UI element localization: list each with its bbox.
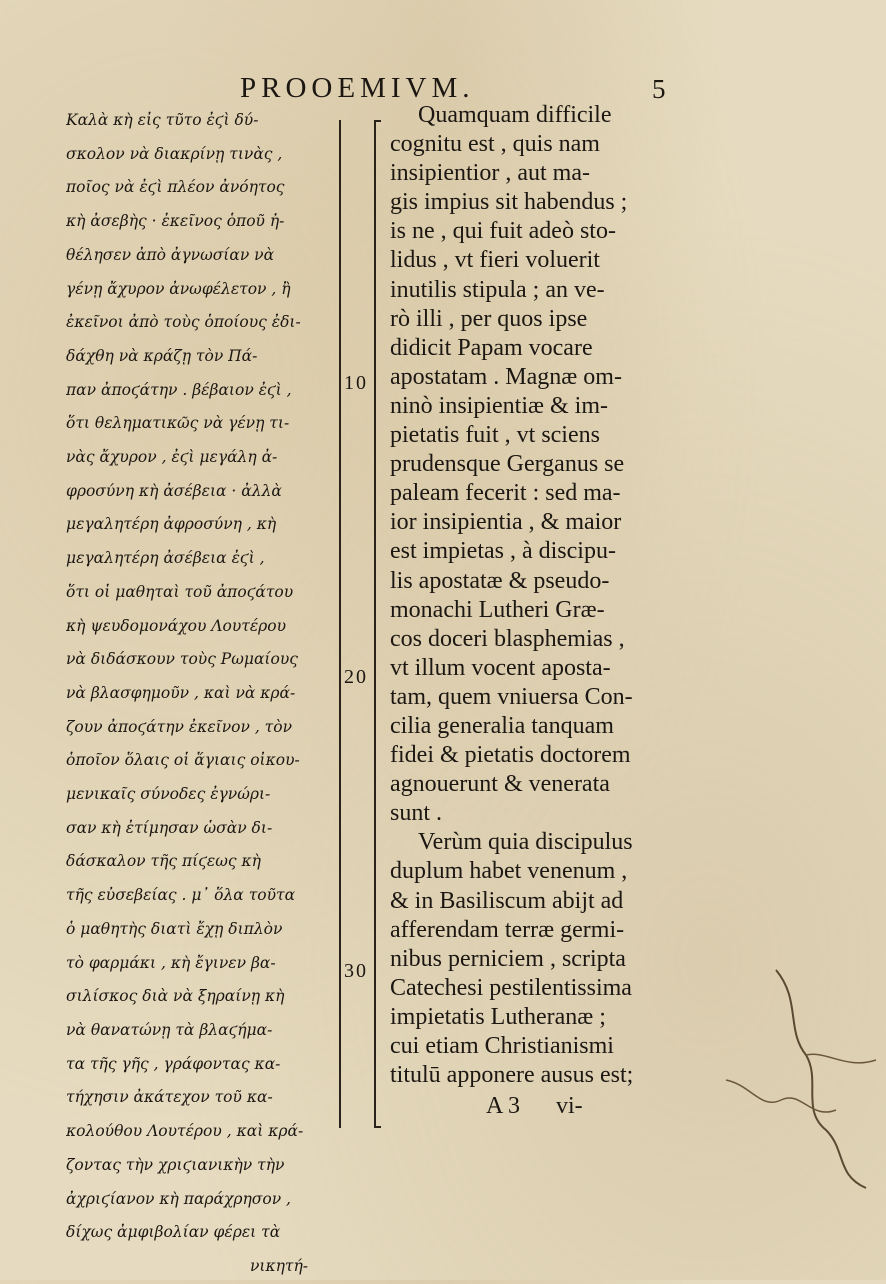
latin-line: gis impius sit habendus ;	[390, 189, 628, 216]
greek-line: ὁποῖον ὅλαις οἱ ἅγιαις οἰκου-	[66, 751, 300, 770]
greek-line: θέλησεν ἀπὸ ἀγνωσίαν νὰ	[66, 245, 275, 264]
greek-line: τὸ φαρμάκι , κὴ ἔγινεν βα-	[66, 953, 276, 972]
greek-text-column	[66, 104, 338, 1284]
latin-line: rò illi , per quos ipse	[390, 305, 588, 332]
greek-line: δάχθη νὰ κράζῃ τὸν Πά-	[66, 346, 258, 365]
latin-line: titulū apponere ausus est;	[390, 1062, 634, 1089]
latin-line: fidei & pietatis doctorem	[390, 742, 631, 769]
greek-line: μενικαῖς σύνοδες ἐγνώρι-	[66, 785, 271, 804]
greek-line: μεγαλητέρη ἀφροσύνη , κὴ	[66, 515, 277, 534]
latin-line: apostatam . Magnæ om-	[390, 363, 622, 390]
latin-line: pietatis fuit , vt sciens	[390, 422, 600, 449]
greek-line: κὴ ἀσεβὴς · ἐκεῖνος ὁποῦ ἠ-	[66, 212, 285, 231]
latin-line: agnouerunt & venerata	[390, 771, 610, 798]
greek-line: νὰ διδάσκουν τοὺς Ρωμαίους	[66, 650, 298, 669]
page-number: 5	[652, 74, 666, 104]
column-rule-right	[374, 120, 376, 1128]
greek-line: μεγαλητέρη ἀσέβεια ἐϛὶ ,	[66, 549, 265, 568]
line-number-30: 30	[344, 960, 368, 982]
greek-line: νὰ βλασφημοῦν , καὶ νὰ κρά-	[66, 683, 296, 702]
greek-line: ὅτι οἱ μαθηταὶ τοῦ ἀποϛάτου	[66, 582, 294, 601]
greek-line: ποῖος νὰ ἐϛὶ πλέον ἀνόητος	[66, 178, 285, 197]
latin-catchword: vi-	[556, 1093, 583, 1120]
latin-line: impietatis Lutheranæ ;	[390, 1003, 606, 1030]
latin-line: cos doceri blasphemias ,	[390, 625, 625, 652]
greek-line: γένῃ ἄχυρον ἀνωφέλετον , ἢ	[66, 279, 291, 298]
latin-line: cui etiam Christianismi	[390, 1033, 614, 1059]
greek-line: νὰς ἄχυρον , ἐϛὶ μεγάλη ἀ-	[66, 448, 278, 467]
latin-line: inutilis stipula ; an ve-	[390, 276, 605, 303]
greek-line: ὅτι θεληματικῶς νὰ γένῃ τι-	[66, 414, 290, 433]
greek-line: νὰ θανατώνῃ τὰ βλαϛήμα-	[66, 1020, 273, 1039]
signature-line	[390, 1092, 672, 1121]
latin-line: & in Basiliscum abijt ad	[390, 887, 624, 914]
latin-line: nibus perniciem , scripta	[390, 945, 626, 972]
greek-line: παν ἀποϛάτην . βέβαιον ἐϛὶ ,	[66, 380, 292, 399]
greek-line: ὁ μαθητὴς διατὶ ἔχῃ διπλὸν	[66, 919, 283, 938]
latin-line: tam, quem vniuersa Con-	[390, 683, 633, 710]
greek-line: δάσκαλον τῆς πίϛεως κὴ	[66, 852, 261, 871]
latin-text-column	[390, 101, 672, 1121]
line-number-10: 10	[344, 372, 368, 394]
latin-line: vt illum vocent aposta-	[390, 654, 611, 681]
latin-line: prudensque Gerganus se	[390, 451, 625, 478]
greek-line: ἀχριϛίανον κὴ παράχρησον ,	[66, 1189, 291, 1208]
latin-line: insipientior , aut ma-	[390, 160, 590, 187]
greek-line: τῆς εὐσεβείας . μ᾽ ὅλα τοῦτα	[66, 886, 296, 905]
latin-line: lidus , vt fieri voluerit	[390, 247, 600, 274]
greek-line: ζοντας τὴν χριϛιανικὴν τὴν	[66, 1155, 285, 1174]
column-rule-left	[339, 120, 341, 1128]
column-bracket-top	[374, 120, 381, 122]
greek-line: σιλίσκος διὰ νὰ ξηραίνῃ κὴ	[66, 987, 285, 1006]
latin-line: est impietas , à discipu-	[390, 538, 616, 565]
greek-line: Καλὰ κὴ εἰς τῦτο ἐϛὶ δύ-	[66, 111, 259, 129]
latin-line: is ne , qui fuit adeò sto-	[390, 218, 616, 245]
latin-line: Verùm quia discipulus	[418, 829, 633, 856]
latin-line: afferendam terræ germi-	[390, 916, 625, 943]
latin-line: ninò insipientiæ & im-	[390, 392, 609, 419]
greek-line: τήχησιν ἀκάτεχον τοῦ κα-	[66, 1088, 273, 1107]
latin-line: cilia generalia tanquam	[390, 712, 614, 739]
greek-line: σκολον νὰ διακρίνῃ τινὰς ,	[66, 144, 283, 163]
latin-line: monachi Lutheri Græ-	[390, 596, 605, 623]
greek-line: δίχως ἀμφιβολίαν φέρει τὰ	[66, 1223, 281, 1242]
latin-line: sunt .	[390, 800, 443, 827]
latin-line: Catechesi pestilentissima	[390, 974, 632, 1001]
latin-line: paleam fecerit : sed ma-	[390, 480, 621, 507]
paper-tear-decoration	[706, 960, 886, 1190]
latin-line: ior insipientia , & maior	[390, 509, 622, 536]
latin-line: duplum habet venenum ,	[390, 858, 628, 885]
greek-line: κὴ ψευδομονάχου Λουτέρου	[66, 616, 287, 635]
greek-line: κολούθου Λουτέρου , καὶ κρά-	[66, 1122, 304, 1141]
latin-line: cognitu est , quis nam	[390, 131, 600, 158]
greek-line: ἐκεῖνοι ἀπὸ τοὺς ὁποίους ἐδι-	[66, 313, 301, 332]
greek-line: ζουν ἀποϛάτην ἐκεῖνον , τὸν	[66, 717, 293, 736]
line-number-20: 20	[344, 666, 368, 688]
greek-catchword: νικητή-	[249, 1256, 308, 1275]
column-bracket-bottom	[374, 1126, 381, 1128]
signature-mark: A 3	[486, 1093, 521, 1120]
running-title: PROOEMIVM.	[240, 72, 475, 104]
greek-line: σαν κὴ ἐτίμησαν ὡσὰν δι-	[66, 818, 273, 837]
greek-line: τα τῆς γῆς , γράφοντας κα-	[66, 1054, 281, 1073]
latin-line: didicit Papam vocare	[390, 334, 593, 361]
latin-line: Quamquam difficile	[418, 102, 612, 128]
latin-line: lis apostatæ & pseudo-	[390, 567, 610, 594]
greek-line: φροσύνη κὴ ἀσέβεια · ἀλλὰ	[66, 481, 282, 500]
